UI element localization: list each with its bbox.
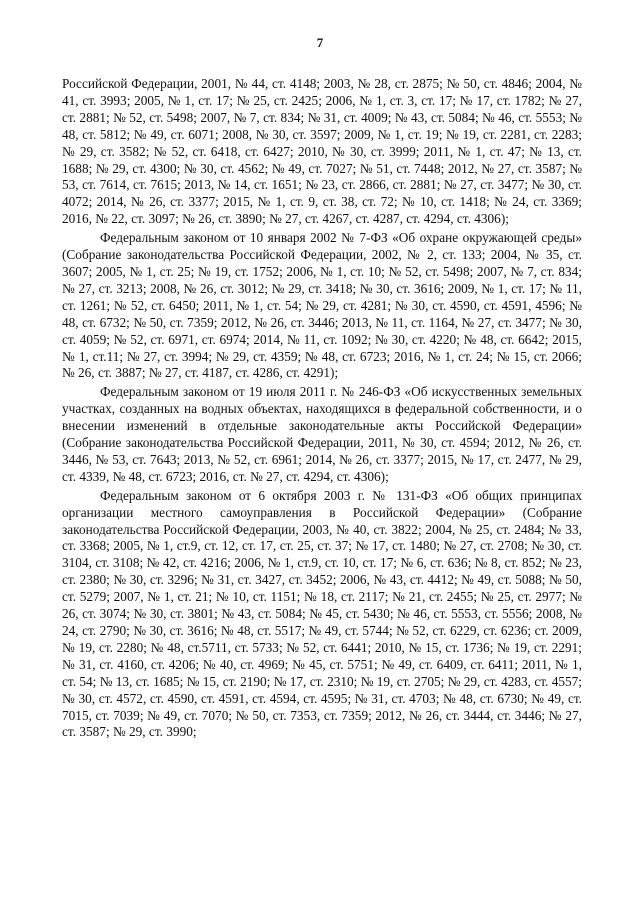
document-body — [62, 76, 582, 743]
paragraph-local-government-law: Федеральным законом от 6 октября 2003 г. № 131-ФЗ «Об общих принципах организации местного самоуправления в Российской Федерации» (Собрание законодательства Российской Федерации, 2003, № 40, ст. 3822; 2004, № 25, ст. 2484; № 33, ст. 3368; 2005, № 1, ст.9, ст. 12, ст. 17, ст. 25, ст. 37; № 17, ст. 1480; № 27, ст. 2708; № 30, ст. 3104, ст. 3108; № 42, ст. 4216; 2006, № 1, ст.9, ст. 10, ст. 17; № 6, ст. 636; № 8, ст. 852; № 23, ст. 2380; № 30, ст. 3296; № 31, ст. 3427, ст. 3452; 2006, № 43, ст. 4412; № 49, ст. 5088; № 50, ст. 5279; 2007, № 1, ст. 21; № 10, ст. 1151; № 18, ст. 2117; № 21, ст. 2455; № 25, ст. 2977; № 26, ст. 3074; № 30, ст. 3801; № 43, ст. 5084; № 45, ст. 5430; № 46, ст. 5553, ст. 5556; 2008, № 24, ст. 2790; № 30, ст. 3616; № 48, ст. 5517; № 49, ст. 5744; № 52, ст. 6229, ст. 6236; ст. 2009, № 19, ст. 2280; № 48, ст.5711, ст. 5733; № 52, ст. 6441; 2010, № 15, ст. 1736; № 19, ст. 2291; № 31, ст. 4160, ст. 4206; № 40, ст. 4969; № 45, ст. 5751; № 49, ст. 6409, ст. 6411; 2011, № 1, ст. 54; № 13, ст. 1685; № 15, ст. 2190; № 17, ст. 2310; № 19, ст. 2705; № 29, ст. 4283, ст. 4557; № 30, ст. 4572, ст. 4590, ст. 4591, ст. 4594, ст. 4595; № 31, ст. 4703; № 48, ст. 6730; № 49, ст. 7015, ст. 7039; № 49, ст. 7070; № 50, ст. 7353, ст. 7359; 2012, № 26, ст. 3444, ст. 3446; № 27, ст. 3587; № 29, ст. 3990; — [62, 487, 582, 740]
paragraph-artificial-land-law: Федеральным законом от 19 июля 2011 г. № 246-ФЗ «Об искусственных земельных участках, созданных на водных объектах, находящихся в федеральной собственности, и о внесении изменений в отдельные законодательные акты Российской Федерации» (Собрание законодательства Российской Федерации, 2011, № 30, ст. 4594; 2012, № 26, ст. 3446, № 53, ст. 7643; 2013, № 52, ст. 6961; 2014, № 26, ст. 3377; 2015, № 17, ст. 2477, № 29, ст. 4339, № 48, ст. 6723; 2016, ст. № 27, ст. 4294, ст. 4306); — [62, 384, 582, 484]
paragraph-continuation: Российской Федерации, 2001, № 44, ст. 4148; 2003, № 28, ст. 2875; № 50, ст. 4846; 2004, № 41, ст. 3993; 2005, № 1, ст. 17; № 25, ст. 2425; 2006, № 1, ст. 3, ст. 17; № 17, ст. 1782; № 27, ст. 2881; № 52, ст. 5498; 2007, № 7, ст. 834; № 31, ст. 4009; № 43, ст. 5084; № 46, ст. 5553; № 48, ст. 5812; № 49, ст. 6071; 2008, № 30, ст. 3597; 2009, № 1, ст. 19; № 19, ст. 2281, ст. 2283; № 29, ст. 3582; № 52, ст. 6418, ст. 6427; 2010, № 30, ст. 3999; 2011, № 1, ст. 47; № 13, ст. 1688; № 29, ст. 4300; № 30, ст. 4562; № 49, ст. 7027; № 51, ст. 7448; 2012, № 27, ст. 3587; № 53, ст. 7614, ст. 7615; 2013, № 14, ст. 1651; № 23, ст. 2866, ст. 2881; № 27, ст. 3477; № 30, ст. 4072; 2014, № 26, ст. 3377; 2015, № 1, ст. 9, ст. 38, ст. 72; № 10, ст. 1418; № 24, ст. 3369; 2016, № 22, ст. 3097; № 26, ст. 3890; № 27, ст. 4267, ст. 4287, ст. 4294, ст. 4306); — [62, 76, 582, 227]
page-number: 7 — [316, 35, 324, 50]
paragraph-environment-law: Федеральным законом от 10 января 2002 № 7-ФЗ «Об охране окружающей среды» (Собрание законодательства Российской Федерации, 2002, № 2, ст. 133; 2004, № 35, ст. 3607; 2005, № 1, ст. 25; № 19, ст. 1752; 2006, № 1, ст. 10; № 52, ст. 5498; 2007, № 7, ст. 834; № 27, ст. 3213; 2008, № 26, ст. 3012; № 29, ст. 3418; № 30, ст. 3616; 2009, № 1, ст. 17; № 11, ст. 1261; № 52, ст. 6450; 2011, № 1, ст. 54; № 29, ст. 4281; № 30, ст. 4590, ст. 4591, 4596; № 48, ст. 6732; № 50, ст. 7359; 2012, № 26, ст. 3446; 2013, № 11, ст. 1164, № 27, ст. 3477; № 30, ст. 4059; № 52, ст. 6971, ст. 6974; 2014, № 11, ст. 1092; № 30, ст. 4220; № 48, ст. 6642; 2015, № 1, ст.11; № 27, ст. 3994; № 29, ст. 4359; № 48, ст. 6723; 2016, № 1, ст. 24; № 15, ст. 2066; № 26, ст. 3887; № 27, ст. 4187, ст. 4286, ст. 4291); — [62, 230, 582, 381]
